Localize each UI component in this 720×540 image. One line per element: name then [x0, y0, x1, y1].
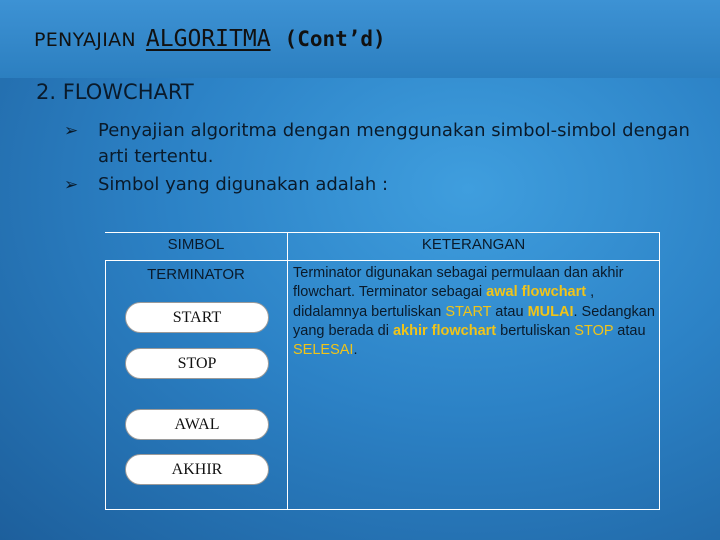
bullet-item: [64, 172, 704, 198]
description-segment: bertuliskan: [496, 322, 575, 339]
symbol-table: [105, 232, 660, 510]
slide-title: [34, 26, 386, 58]
description-highlight: awal flowchart: [486, 284, 587, 301]
description-text: [293, 264, 658, 360]
terminator-stop: STOP: [125, 348, 269, 379]
description-highlight: SELESAI: [293, 342, 354, 359]
description-segment: Terminator digunakan sebagai permulaan dan akhir flowchart. Terminator sebagai: [293, 265, 624, 301]
symbol-label: TERMINATOR: [147, 266, 245, 283]
section-heading: 2. FLOWCHART: [36, 80, 194, 104]
table-header-divider: [105, 260, 660, 261]
arrow-bullet-icon: ➢: [64, 175, 79, 195]
description-segment: .: [353, 342, 358, 359]
terminator-akhir: AKHIR: [125, 454, 269, 485]
description-segment: . Sedangkan yang berada di: [293, 303, 655, 339]
title-part-2: ALGORITMA: [145, 26, 271, 52]
description-highlight: akhir flowchart: [392, 322, 497, 339]
header-symbol: SIMBOL: [167, 236, 225, 253]
bullet-list: [64, 118, 704, 200]
description-highlight: MULAI: [527, 303, 574, 320]
terminator-start: START: [125, 302, 269, 333]
bullet-text: Simbol yang digunakan adalah :: [98, 174, 389, 195]
table-column-divider: [287, 232, 288, 510]
title-part-1: PENYAJIAN: [34, 29, 136, 51]
table-right-border: [659, 232, 660, 510]
bullet-item: [64, 118, 704, 170]
bullet-text: Penyajian algoritma dengan menggunakan simbol-simbol dengan arti tertentu.: [98, 120, 690, 167]
table-bottom-border: [105, 509, 660, 510]
description-segment: atau: [613, 322, 646, 339]
table-left-border: [105, 260, 106, 510]
title-part-3: (Cont’d): [284, 27, 386, 51]
description-highlight: START: [445, 303, 492, 320]
table-top-border: [105, 232, 660, 233]
arrow-bullet-icon: ➢: [64, 121, 79, 141]
terminator-awal: AWAL: [125, 409, 269, 440]
description-highlight: STOP: [574, 322, 614, 339]
header-description: KETERANGAN: [421, 236, 526, 253]
description-segment: , didalamnya bertuliskan: [293, 284, 595, 320]
description-segment: atau: [491, 303, 528, 320]
